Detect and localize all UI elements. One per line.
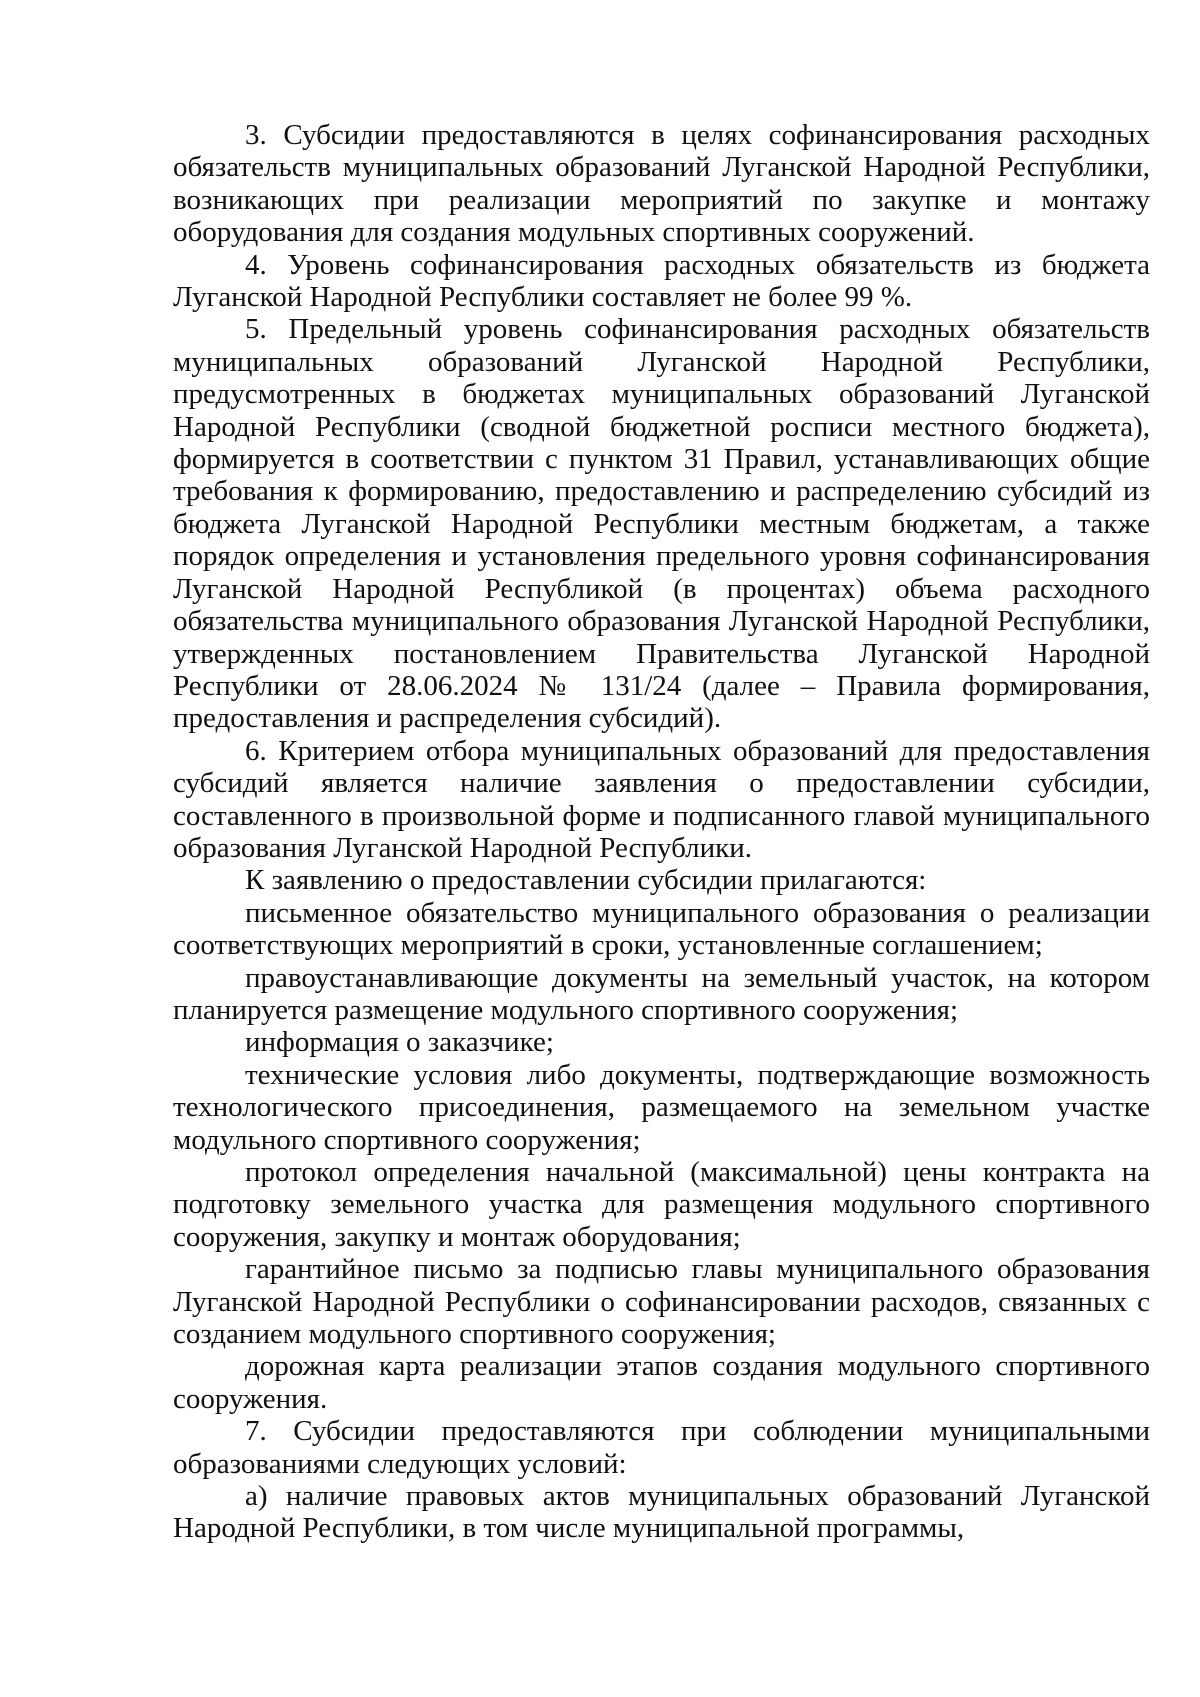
paragraph-7-conditions: 7. Субсидии предоставляются при соблюдении муниципальными образованиями следующих условий: xyxy=(173,1415,1150,1480)
document-body xyxy=(173,119,1150,1545)
list-item-price-protocol: протокол определения начальной (максимальной) цены контракта на подготовку земельного участка для размещения модульного спортивного сооружения, закупку и монтаж оборудования; xyxy=(173,1156,1150,1253)
paragraph-6-selection-criterion: 6. Критерием отбора муниципальных образований для предоставления субсидий является наличие заявления о предоставлении субсидии, составленного в произвольной форме и подписанного главой муниципального образования Луганской Народной Республики. xyxy=(173,734,1150,864)
paragraph-4-cofinancing-level: 4. Уровень софинансирования расходных обязательств из бюджета Луганской Народной Республики составляет не более 99 %. xyxy=(173,248,1150,314)
list-item-customer-info: информация о заказчике; xyxy=(245,1026,554,1059)
list-item-guarantee-letter: гарантийное письмо за подписью главы муниципального образования Луганской Народной Республики о софинансировании расходов, связанных с созданием модульного спортивного сооружения; xyxy=(173,1253,1150,1351)
paragraph-5-limit-level: 5. Предельный уровень софинансирования расходных обязательств муниципальных образований Луганской Народной Республики, предусмотренных в бюджетах муниципальных образований Луганской Народной Республики (сводной бюджетной росписи местного бюджета), формируется в соответствии с пунктом 31 Правил, устанавливающих общие требования к формированию, предоставлению и распределению субсидий из бюджета Луганской Народной Республики местным бюджетам, а также порядок определения и установления предельного уровня софинансирования Луганской Народной Республикой (в процентах) объема расходного обязательства муниципального образования Луганской Народной Республики, утвержденных постановлением Правительства Луганской Народной Республики от 28.06.2024 № 131/24 (далее – Правила формирования, предоставления и распределения субсидий). xyxy=(173,313,1150,735)
list-item-roadmap: дорожная карта реализации этапов создания модульного спортивного сооружения. xyxy=(173,1350,1150,1415)
paragraph-3-purpose: 3. Субсидии предоставляются в целях софинансирования расходных обязательств муниципальных образований Луганской Народной Республики, возникающих при реализации мероприятий по закупке и монтажу оборудования для создания модульных спортивных сооружений. xyxy=(173,119,1150,249)
list-item-land-documents: правоустанавливающие документы на земельный участок, на котором планируется размещение модульного спортивного сооружения; xyxy=(173,961,1150,1026)
paragraph-7a-legal-acts: а) наличие правовых актов муниципальных образований Луганской Народной Республики, в том числе муниципальной программы, xyxy=(173,1480,1150,1545)
list-item-written-obligation: письменное обязательство муниципального образования о реализации соответствующих мероприятий в сроки, установленные соглашением; xyxy=(173,896,1150,962)
paragraph-attachments-intro: К заявлению о предоставлении субсидии прилагаются: xyxy=(245,864,927,897)
list-item-technical-conditions: технические условия либо документы, подтверждающие возможность технологического присоединения, размещаемого на земельном участке модульного спортивного сооружения; xyxy=(173,1058,1150,1156)
